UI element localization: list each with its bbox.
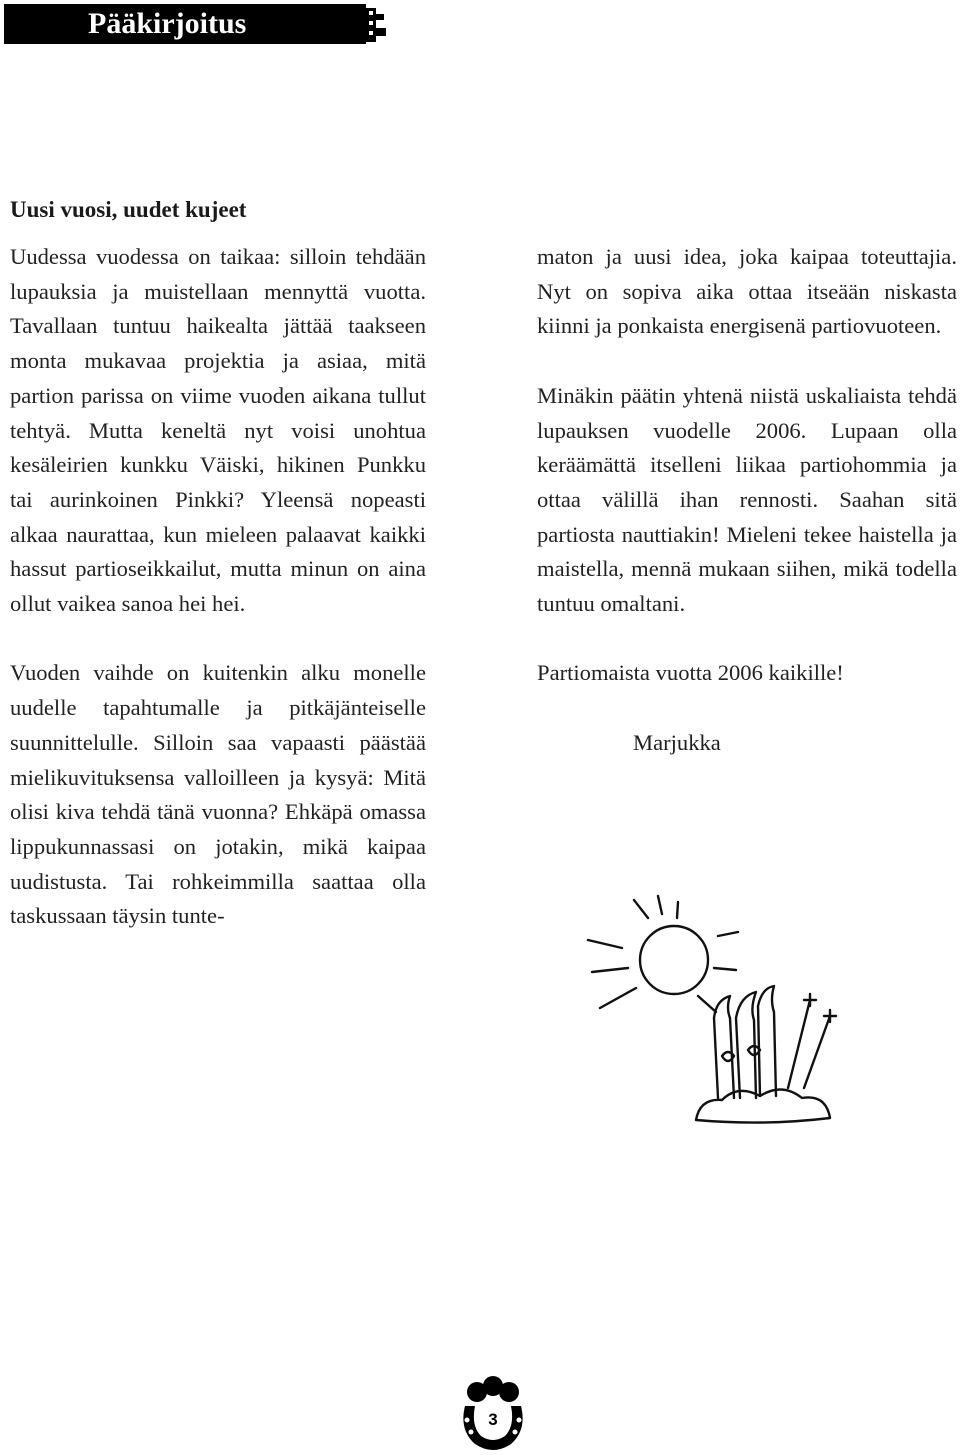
paragraph: Vuoden vaihde on kuitenkin alku monelle uudelle tapahtumalle ja pitkäjänteiselle suunnittelulle. Silloin saa vapaasti päästää mielikuvituksensa valloilleen ja kysyä: Mitä olisi kiva tehdä tänä vuonna? Ehkäpä omassa lippukunnassasi on jotakin, mikä kaipaa uudistusta. Tai rohkeimmilla saattaa olla taskussaan täysin tunte- [10,660,426,929]
scout-emblem-icon [354,4,390,44]
section-title: Pääkirjoitus [88,7,247,40]
paragraph: maton ja uusi idea, joka kaipaa toteuttajia. Nyt on sopiva aika ottaa itseään niskasta kiinni ja ponkaista energisenä partiovuoteen. [537,244,957,339]
closing-line: Partiomaista vuotta 2006 kaikille! [537,660,844,686]
left-column [10,240,426,934]
right-column [537,240,957,761]
paragraph: Minäkin päätin yhtenä niistä uskaliaista tehdä lupauksen vuodelle 2006. Lupaan olla keräämättä itselleni liikaa partiohommia ja ottaa välillä ihan rennosti. Saahan sitä partiosta nauttiakin! Mieleni tekee haistella ja maistella, mennä mukaan siihen, mikä todella tuntuu omaltani. [537,382,957,617]
paragraph: Uudessa vuodessa on taikaa: silloin tehdään lupauksia ja muistellaan mennyttä vuotta. Tavallaan tuntuu haikealta jättää taakseen monta mukavaa projektia ja asiaa, mitä partion parissa on viime vuoden aikana tullut tehtyä. Mutta keneltä nyt voisi unohtua kesäleirien kunkku Väiski, hikinen Punkku tai aurinkoinen Pinkki? Yleensä nopeasti alkaa naurattaa, kun mieleen palaavat kaikki hassut partioseikkailut, mutta minun on aina ollut vaikea sanoa hei hei. [10,244,426,617]
page-number: 3 [488,1410,498,1429]
article-headline: Uusi vuosi, uudet kujeet [10,197,247,222]
author-signature: Marjukka [633,729,721,755]
sun-and-skis-drawing-icon [578,888,858,1138]
